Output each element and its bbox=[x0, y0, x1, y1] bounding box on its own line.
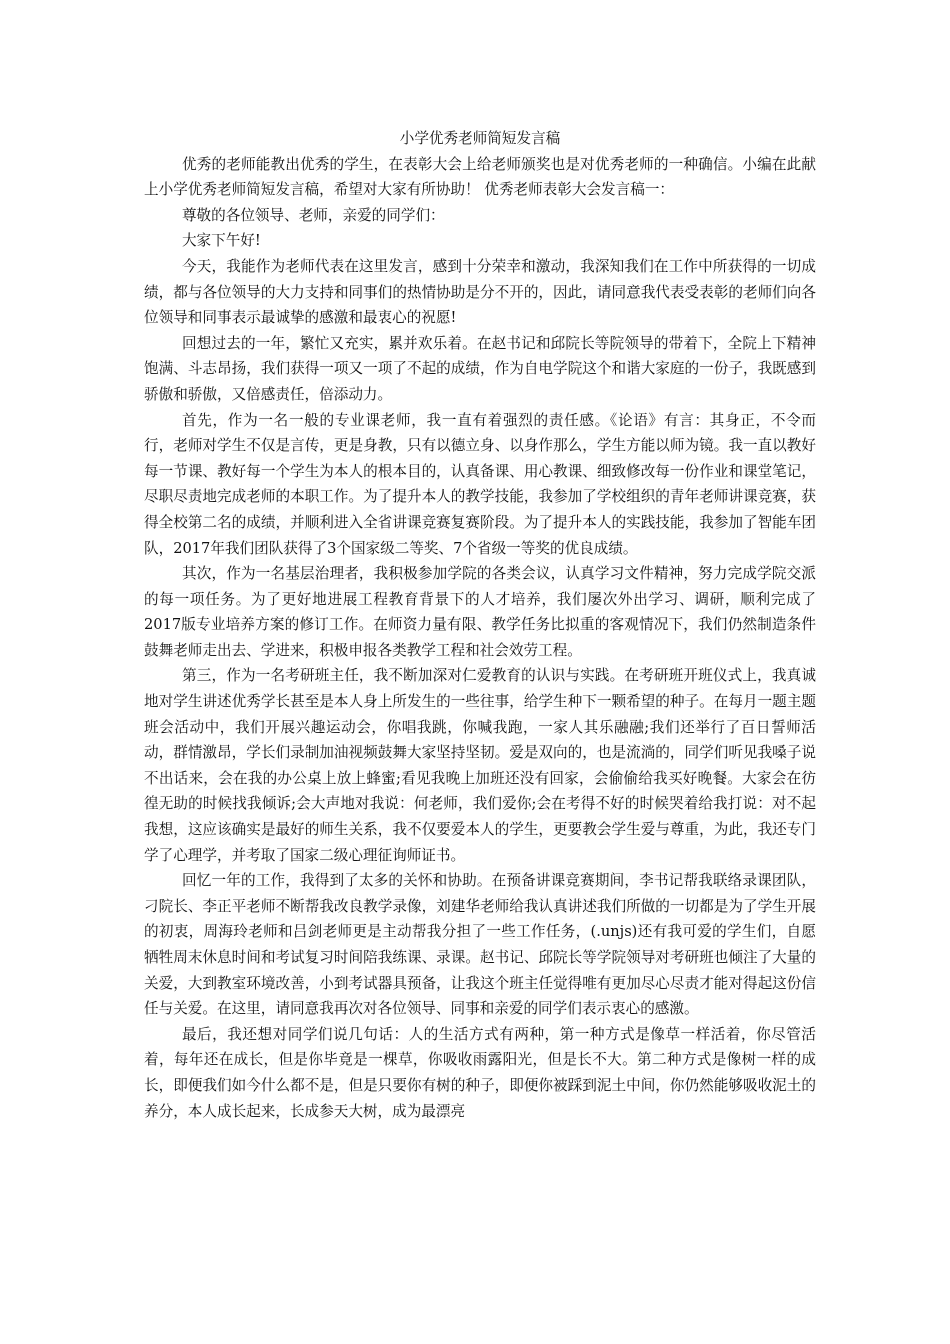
paragraph-second: 其次，作为一名基层治理者，我积极参加学院的各类会议，认真学习文件精神，努力完成学院交派的每一项任务。为了更好地进展工程教育背景下的人才培养，我们屡次外出学习、调研，顺利完成了2017版专业培养方案的修订工作。在师资力量有限、教学任务比拟重的客观情况下，我们仍然制造条件鼓舞老师走出去、学进来，积极申报各类教学工程和社会效劳工程。 bbox=[144, 565, 816, 659]
paragraph-third: 第三，作为一名考研班主任，我不断加深对仁爱教育的认识与实践。在考研班开班仪式上，我真诚地对学生讲述优秀学长甚至是本人身上所发生的一些往事，给学生种下一颗希望的种子。在每月一题主题班会活动中，我们开展兴趣运动会，你唱我跳，你喊我跑，一家人其乐融融;我们还举行了百日誓师活动，群情激昂，学长们录制加油视频鼓舞大家坚持坚韧。爱是双向的，也是流淌的，同学们听见我嗓子说不出话来，会在我的办公桌上放上蜂蜜;看见我晚上加班还没有回家，会偷偷给我买好晚餐。大家会在彷徨无助的时候找我倾诉;会大声地对我说：何老师，我们爱你;会在考得不好的时候哭着给我打说：对不起我想，这应该确实是最好的师生关系，我不仅要爱本人的学生，更要教会学生爱与尊重，为此，我还专门学了心理学，并考取了国家二级心理征询师证书。 bbox=[144, 667, 816, 864]
paragraph-thanks: 今天，我能作为老师代表在这里发言，感到十分荣幸和激动，我深知我们在工作中所获得的一切成绩，都与各位领导的大力支持和同事们的热情协助是分不开的，因此，请同意我代表受表彰的老师们向各位领导和同事表示最诚挚的感激和最衷心的祝愿! bbox=[144, 257, 816, 327]
paragraph-review: 回想过去的一年，繁忙又充实，累并欢乐着。在赵书记和邱院长等院领导的带着下，全院上下精神饱满、斗志昂扬，我们获得一项又一项了不起的成绩，作为自电学院这个和谐大家庭的一份子，我既感到骄傲和骄傲，又倍感责任，倍添动力。 bbox=[144, 334, 816, 403]
paragraph-gratitude: 回忆一年的工作，我得到了太多的关怀和协助。在预备讲课竞赛期间，李书记帮我联络录课团队，刁院长、李正平老师不断帮我改良教学录像，刘建华老师给我认真讲述我们所做的一切都是为了学生开展的初衷，周海玲老师和吕剑老师更是主动帮我分担了一些工作任务，(.unjs)还有我可爱的学生们，自愿牺牲周末休息时间和考试复习时间陪我练课、录课。赵书记、邱院长等学院领导对考研班也倾注了大量的关爱，大到教室环境改善，小到考试器具预备，让我这个班主任觉得唯有更加尽心尽责才能对得起这份信任与关爱。在这里，请同意我再次对各位领导、同事和亲爱的同学们表示衷心的感激。 bbox=[144, 872, 816, 1018]
paragraph-intro: 优秀的老师能教出优秀的学生，在表彰大会上给老师颁奖也是对优秀老师的一种确信。小编在此献上小学优秀老师简短发言稿，希望对大家有所协助！ 优秀老师表彰大会发言稿一： bbox=[144, 155, 816, 199]
document-page bbox=[144, 126, 816, 1124]
paragraph-salutation: 尊敬的各位领导、老师，亲爱的同学们： bbox=[181, 206, 445, 224]
paragraph-first: 首先，作为一名一般的专业课老师，我一直有着强烈的责任感。《论语》有言：其身正，不令而行，老师对学生不仅是言传，更是身教，只有以德立身、以身作那么，学生方能以师为镜。我一直以教好每一节课、教好每一个学生为本人的根本目的，认真备课、用心教课、细致修改每一份作业和课堂笔记，尽职尽责地完成老师的本职工作。为了提升本人的教学技能，我参加了学校组织的青年老师讲课竞赛，获得全校第二名的成绩，并顺利进入全省讲课竞赛复赛阶段。为了提升本人的实践技能，我参加了智能车团队，2017年我们团队获得了3个国家级二等奖、7个省级一等奖的优良成绩。 bbox=[144, 411, 816, 557]
paragraph-closing: 最后，我还想对同学们说几句话：人的生活方式有两种，第一种方式是像草一样活着，你尽管活着，每年还在成长，但是你毕竟是一棵草，你吸收雨露阳光，但是长不大。第二种方式是像树一样的成长，即便我们如今什么都不是，但是只要你有树的种子，即便你被踩到泥土中间，你仍然能够吸收泥土的养分，本人成长起来，长成参天大树，成为最漂亮 bbox=[144, 1025, 816, 1120]
document-title: 小学优秀老师简短发言稿 bbox=[399, 130, 561, 147]
paragraph-greeting: 大家下午好! bbox=[181, 232, 261, 250]
